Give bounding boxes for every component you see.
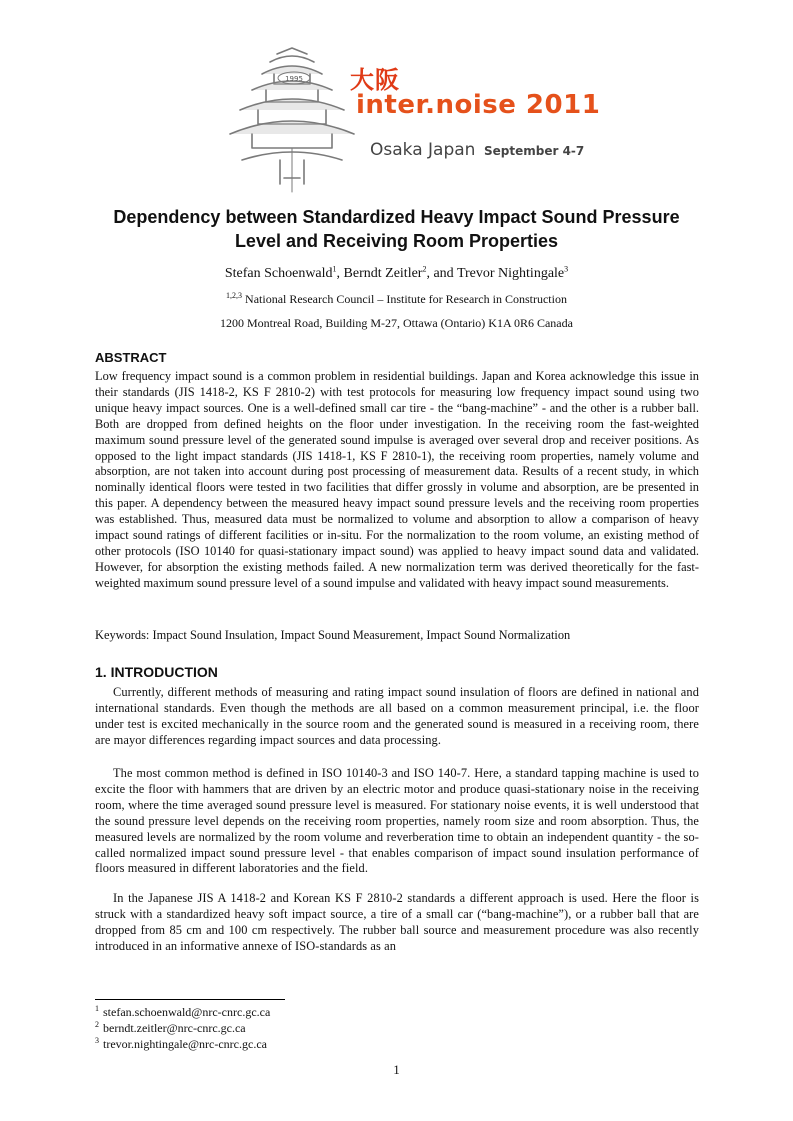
footnotes <box>95 1004 270 1052</box>
footnote-email: trevor.nightingale@nrc-cnrc.gc.ca <box>103 1037 267 1051</box>
affiliation-marks: 1,2,3 <box>226 291 243 300</box>
author-separator: , <box>336 266 344 281</box>
footnote <box>95 1020 270 1036</box>
abstract-text: Low frequency impact sound is a common problem in residential buildings. Japan and Korea acknowledge this issue in their standards (JIS 1418-2, KS F 2810-2) with test protocols for measuring low frequency impact sound using two unique heavy impact sources. One is a well-defined small car tire - the “bang-machine” - and the other is a rubber ball. Both are dropped from defined heights on the floor under investigation. In the receiving room the fast-weighted maximum sound pressure level of the generated sound impulse is averaged over several drop and receiver positions. As opposed to the light impact standards (JIS 1418-1, KS F 2810-1), the receiving room properties, namely volume and absorption, are not taken into account during post processing of measurement data. Results of a recent study, in which nominally identical floors were tested in two facilities that differ grossly in volume and absorption, are be presented in this paper. A dependency between the measured heavy impact sound pressure levels and the receiving room properties was established. Thus, measured data must be normalized to volume and absorption to allow a comparison of heavy impact sound ratings of different facilities or in-situ. For the normalization to the room volume, an existing method of other protocols (ISO 10140 for quasi-stationary impact sound) was applied to heavy impact sound data and validated. However, for absorption the existing methods failed. A new normalization term was derived theoretically for the fast-weighted maximum sound pressure level of a sound impulse and validated with heavy impact sound measurements. <box>95 369 699 590</box>
author-mark: 2 <box>422 264 427 274</box>
author-name: Trevor Nightingale <box>456 266 565 281</box>
title-line-1: Dependency between Standardized Heavy Impact Sound Pressure <box>113 207 680 227</box>
author-mark: 3 <box>564 264 569 274</box>
footnote-email: stefan.schoenwald@nrc-cnrc.gc.ca <box>103 1005 271 1019</box>
author-name: Berndt Zeitler <box>343 266 423 281</box>
author-mark: 1 <box>332 264 337 274</box>
footnote-mark: 1 <box>95 1004 99 1013</box>
title-line-2: Level and Receiving Room Properties <box>234 231 559 251</box>
author-name: Stefan Schoenwald <box>224 266 333 281</box>
footnote <box>95 1036 270 1052</box>
paper-title <box>80 205 713 253</box>
footnote <box>95 1004 270 1020</box>
footnote-mark: 2 <box>95 1020 99 1029</box>
castle-year: 1995 <box>285 75 303 83</box>
intro-paragraph: In the Japanese JIS A 1418-2 and Korean KS F 2810-2 standards a different approach is used. Here the floor is struck with a standardized heavy soft impact source, a tire of a small car (“bang-machine”), or a rubber ball that are dropped from 85 cm and 100 cm respectively. The rubber ball source and measurement procedure was also recently introduced in an informative annexe of ISO-standards as an <box>95 891 699 953</box>
intro-paragraph: The most common method is defined in ISO 10140-3 and ISO 140-7. Here, a standard tapping machine is used to excite the floor with hammers that are driven by an electric motor and produce quasi-stationary noise in the receiving room, where the time averaged sound pressure level is measured. For stationary noise events, it is well understood that the sound pressure level depends on the receiving room properties, namely room size and room absorption. Thus, the measured levels are normalized by the room volume and reverberation time to obtain an independent quantity - the so-called normalized impact sound pressure level - that enables comparison of impact sound insulation performance of floors measured in different laboratories and the field. <box>95 766 699 876</box>
conference-logo <box>222 44 601 194</box>
conference-kanji: 大阪 <box>350 66 400 94</box>
address: 1200 Montreal Road, Building M-27, Ottawa (Ontario) K1A 0R6 Canada <box>220 316 573 330</box>
page-number: 1 <box>393 1062 400 1077</box>
affiliation-text: National Research Council – Institute for Research in Construction <box>242 292 567 306</box>
keywords: Keywords: Impact Sound Insulation, Impact Sound Measurement, Impact Sound Normalization <box>95 628 571 642</box>
footnote-mark: 3 <box>95 1036 99 1045</box>
footnote-divider <box>95 999 285 1000</box>
abstract-heading: ABSTRACT <box>95 350 167 365</box>
conference-location: Osaka Japan <box>370 140 476 160</box>
introduction-heading: 1. INTRODUCTION <box>95 664 218 680</box>
conference-name: inter.noise 2011 <box>356 90 601 120</box>
footnote-email: berndt.zeitler@nrc-cnrc.gc.ca <box>103 1021 246 1035</box>
affiliation <box>0 292 793 307</box>
author-separator: , and <box>426 266 457 281</box>
intro-paragraph: Currently, different methods of measuring and rating impact sound insulation of floors are defined in national and international standards. Even though the methods are all based on a common measurement principal, i.e. the floor under test is excited mechanically in the source room and the generated sound is measured in a receiving room, there are mayor differences regarding impact sources and data processing. <box>95 685 699 747</box>
author-list <box>0 266 793 282</box>
osaka-castle-icon <box>222 44 362 194</box>
conference-dates: September 4-7 <box>484 144 585 158</box>
